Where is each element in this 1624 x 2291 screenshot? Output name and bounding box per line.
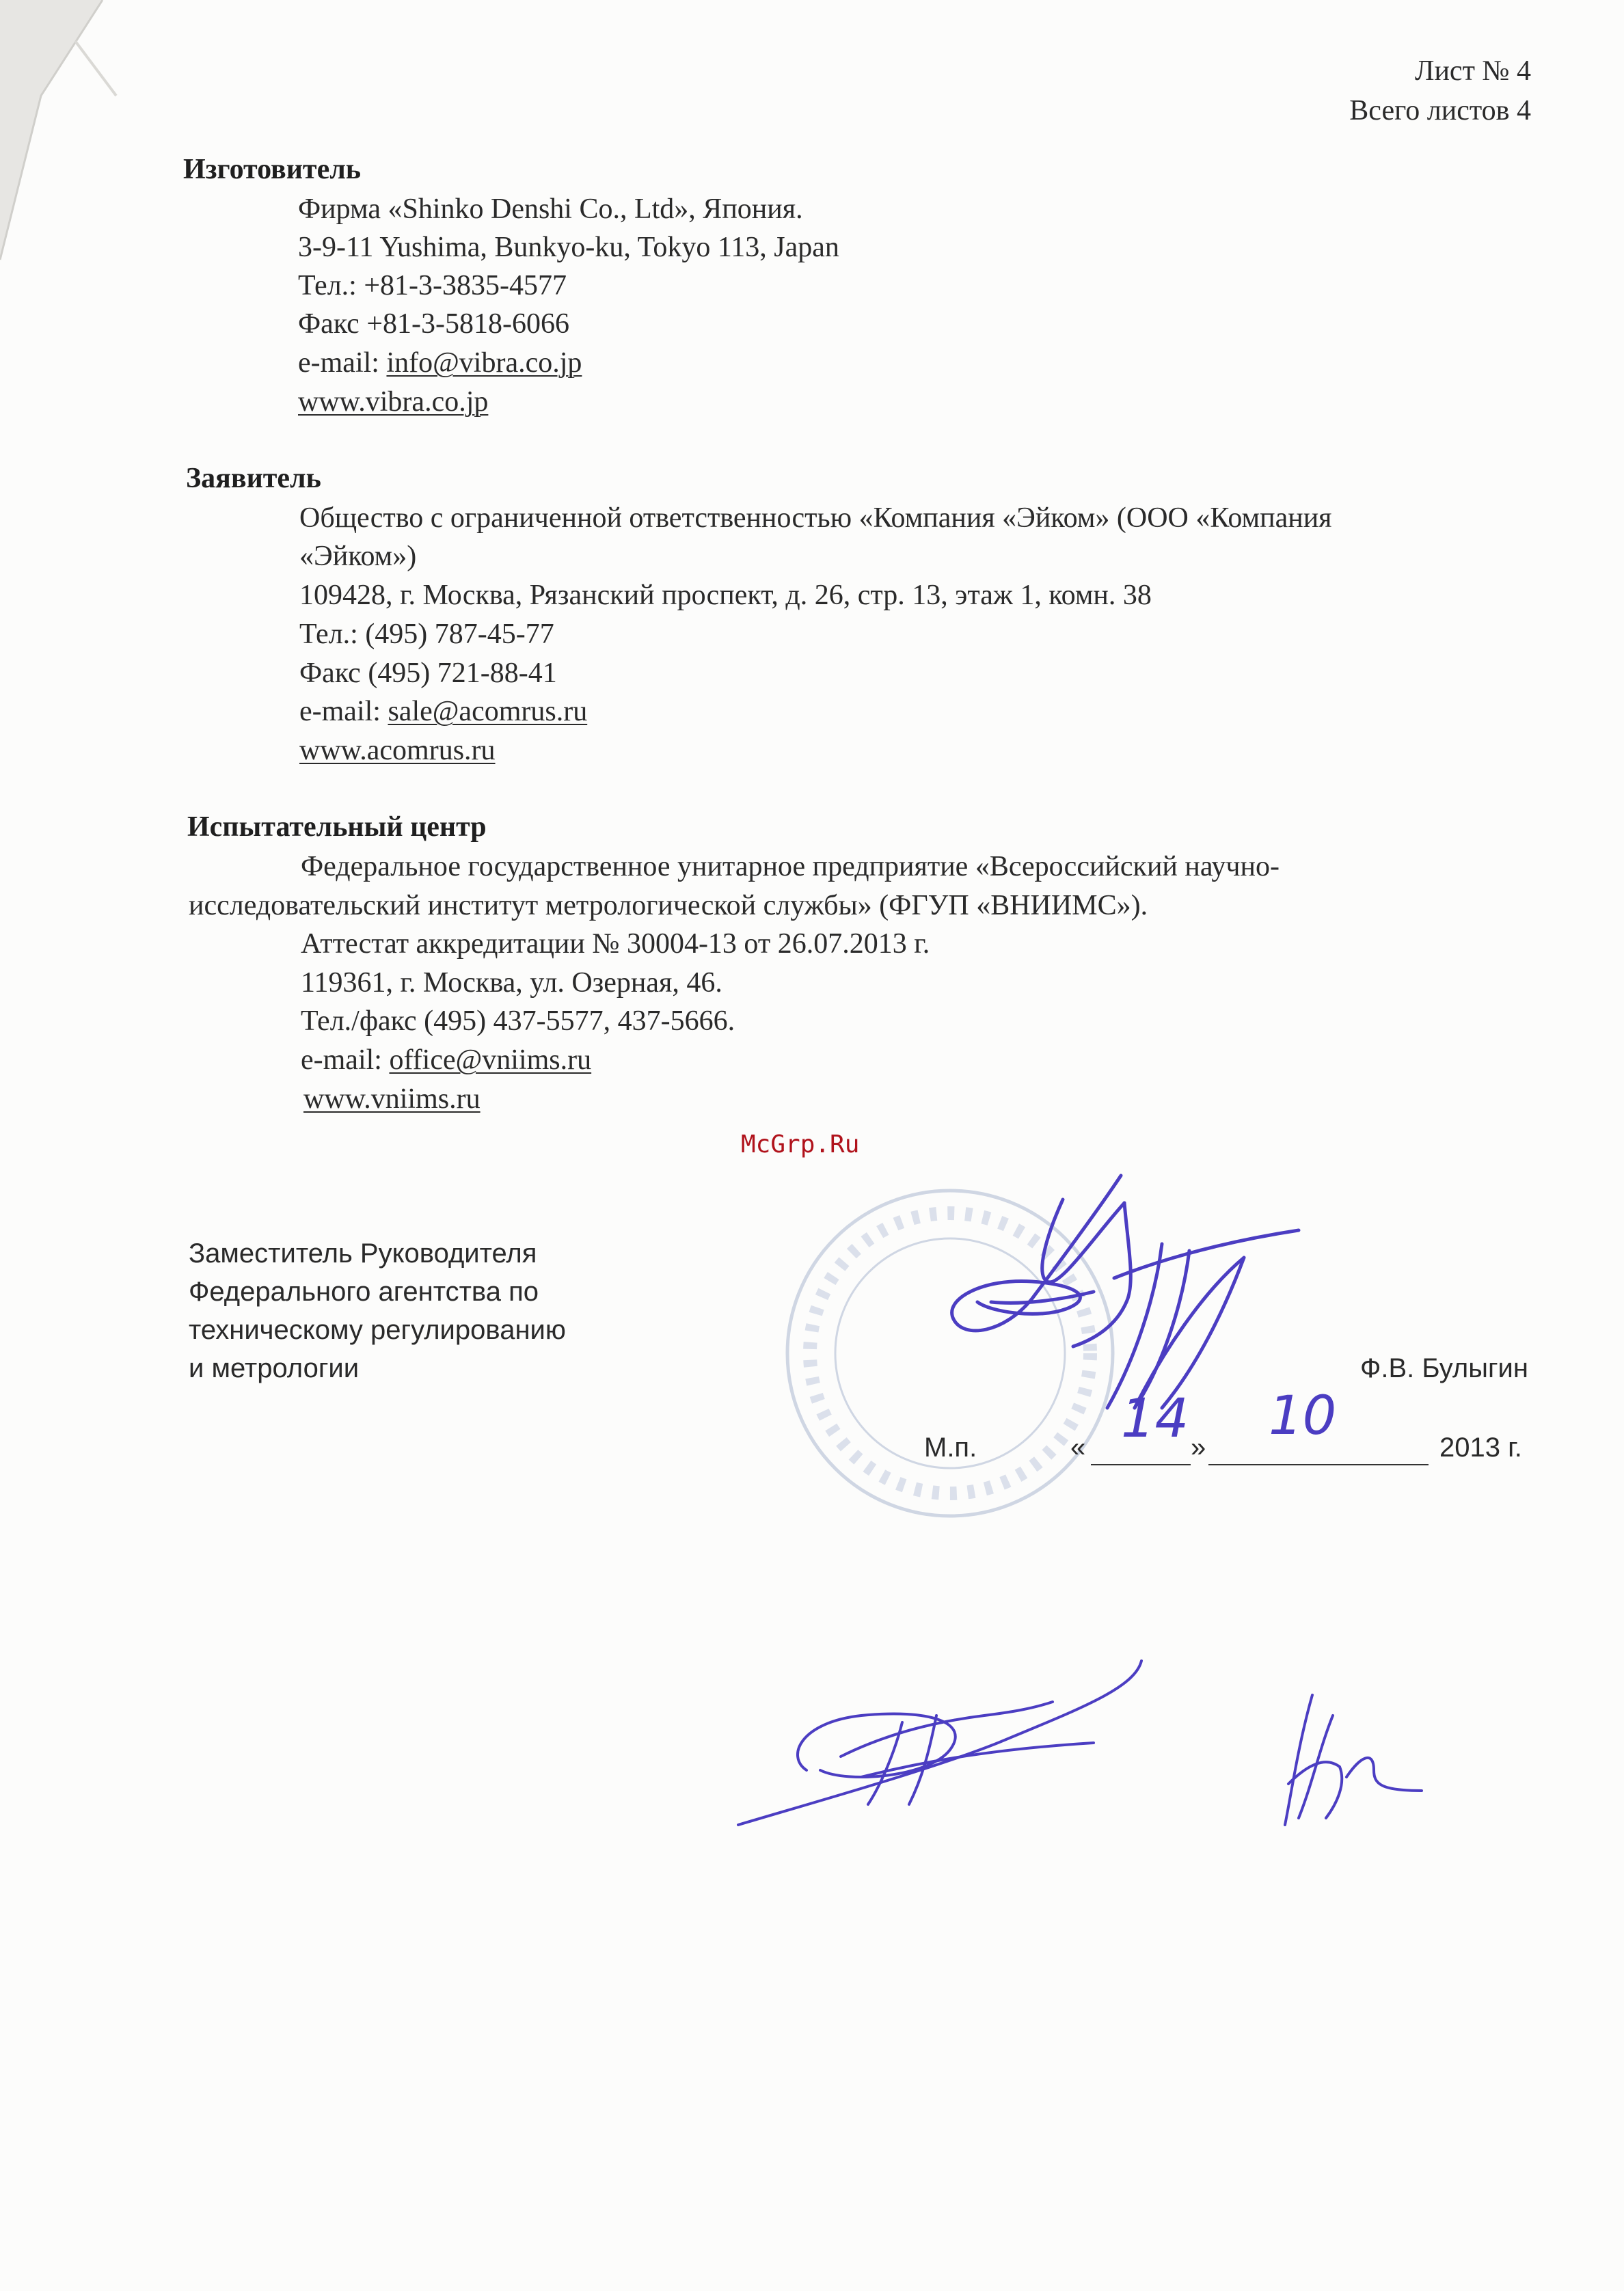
manufacturer-line: Тел.: +81-3-3835-4577 xyxy=(298,270,567,301)
date-quote-close: » xyxy=(1191,1433,1206,1463)
date-quote-open: « xyxy=(1070,1433,1086,1463)
signatory-title-line: Федерального агентства по xyxy=(189,1277,539,1307)
email-label: e-mail: xyxy=(298,347,387,379)
manufacturer-website-link[interactable]: www.vibra.co.jp xyxy=(298,386,489,418)
date-year: 2013 г. xyxy=(1439,1433,1522,1463)
manufacturer-line: 3-9-11 Yushima, Bunkyo-ku, Tokyo 113, Japan xyxy=(298,232,839,263)
page-fold-shadow xyxy=(0,0,178,287)
applicant-website-link[interactable]: www.acomrus.ru xyxy=(299,735,496,766)
test-center-email-row xyxy=(301,1041,591,1080)
email-label: e-mail: xyxy=(299,696,388,727)
test-center-heading: Испытательный центр xyxy=(187,811,487,843)
stamp-label: М.п. xyxy=(924,1433,977,1463)
month-underline xyxy=(1208,1464,1429,1465)
test-center-website-link[interactable]: www.vniims.ru xyxy=(303,1083,481,1115)
manufacturer-line: Факс +81-3-5818-6066 xyxy=(298,308,569,340)
test-center-line: Аттестат аккредитации № 30004-13 от 26.07.2013 г. xyxy=(301,928,930,960)
date-day: 14 xyxy=(1121,1388,1189,1450)
manufacturer-email-row xyxy=(298,344,582,383)
manufacturer-email-link[interactable]: info@vibra.co.jp xyxy=(386,347,582,379)
applicant-email-row xyxy=(299,692,587,731)
email-label: e-mail: xyxy=(301,1044,390,1076)
approval-signature-right xyxy=(1271,1688,1476,1839)
applicant-email-link[interactable]: sale@acomrus.ru xyxy=(388,696,588,727)
manufacturer-line: Фирма «Shinko Denshi Co., Ltd», Япония. xyxy=(298,193,803,225)
applicant-line: Тел.: (495) 787-45-77 xyxy=(299,619,554,650)
watermark: McGrp.Ru xyxy=(741,1130,860,1158)
applicant-line: Общество с ограниченной ответственностью «Компания «Эйком» (ООО «Компания xyxy=(299,502,1332,534)
signatory-title-line: техническому регулированию xyxy=(189,1315,566,1345)
applicant-line: 109428, г. Москва, Рязанский проспект, д. 26, стр. 13, этаж 1, комн. 38 xyxy=(299,580,1152,611)
test-center-email-link[interactable]: office@vniims.ru xyxy=(389,1044,592,1076)
manufacturer-heading: Изготовитель xyxy=(183,154,361,185)
test-center-line: Федеральное государственное унитарное предприятие «Всероссийский научно- xyxy=(301,851,1280,882)
signatory-title-line: и метрологии xyxy=(189,1353,360,1383)
approval-signature-left xyxy=(725,1647,1148,1852)
signatory-title-line: Заместитель Руководителя xyxy=(189,1238,537,1269)
applicant-line: «Эйком») xyxy=(299,541,417,572)
applicant-line: Факс (495) 721-88-41 xyxy=(299,658,557,689)
signatory-name: Ф.В. Булыгин xyxy=(1359,1353,1528,1383)
test-center-line: Тел./факс (495) 437-5577, 437-5666. xyxy=(301,1005,735,1037)
test-center-line: 119361, г. Москва, ул. Озерная, 46. xyxy=(301,967,722,999)
day-underline xyxy=(1091,1464,1191,1465)
date-month: 10 xyxy=(1269,1385,1337,1447)
total-sheets: Всего листов 4 xyxy=(1349,95,1531,126)
applicant-heading: Заявитель xyxy=(186,463,321,494)
sheet-number: Лист № 4 xyxy=(1414,55,1531,87)
test-center-line: исследовательский институт метрологической службы» (ФГУП «ВНИИМС»). xyxy=(189,890,1148,921)
